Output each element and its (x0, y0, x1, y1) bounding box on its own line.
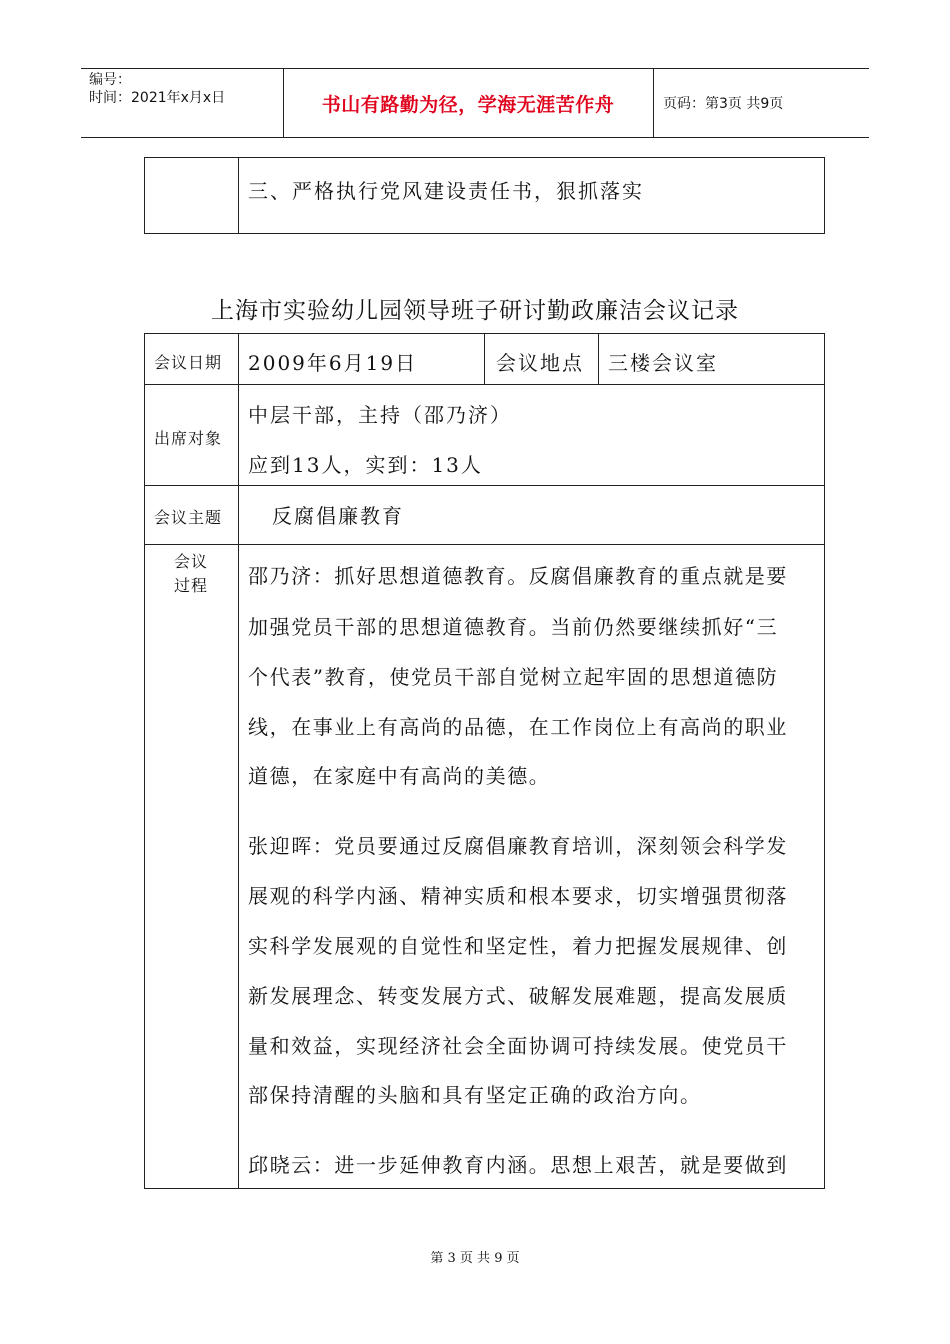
place-value: 三楼会议室 (608, 351, 718, 375)
table-rule (144, 485, 825, 486)
date-value: 2009年6月19日 (248, 351, 418, 375)
continued-row-text: 三、严格执行党风建设责任书，狠抓落实 (248, 179, 644, 203)
paragraph-line: 邵乃济：抓好思想道德教育。反腐倡廉教育的重点就是要 (248, 564, 788, 588)
table-divider (238, 157, 239, 234)
topic-value: 反腐倡廉教育 (272, 504, 404, 528)
process-label-line-1: 会议 (174, 552, 209, 571)
topic-label: 会议主题 (154, 508, 223, 527)
header-motto: 书山有路勤为径，学海无涯苦作舟 (321, 93, 615, 116)
time-label: 时间：2021年x月x日 (89, 90, 226, 106)
attendees-line-2: 应到13人，实到：13人 (248, 453, 483, 477)
date-place-divider (484, 333, 485, 385)
table-rule (144, 1188, 825, 1189)
date-label: 会议日期 (154, 353, 223, 372)
paragraph-line: 道德，在家庭中有高尚的美德。 (248, 764, 551, 788)
attendees-line-1: 中层干部，主持（邵乃济） (248, 403, 512, 427)
paragraph-line: 量和效益，实现经济社会全面协调可持续发展。使党员干 (248, 1034, 788, 1058)
paragraph-line: 展观的科学内涵、精神实质和根本要求，切实增强贯彻落 (248, 884, 788, 908)
paragraph-line: 个代表”教育，使党员干部自觉树立起牢固的思想道德防 (248, 665, 779, 689)
paragraph-line: 线，在事业上有高尚的品德，在工作岗位上有高尚的职业 (248, 715, 788, 739)
attendees-label: 出席对象 (154, 429, 223, 448)
process-label-line-2: 过程 (174, 576, 209, 595)
paragraph-line: 实科学发展观的自觉性和坚定性，着力把握发展规律、创 (248, 934, 788, 958)
label-column-divider (238, 333, 239, 1189)
paragraph-line: 部保持清醒的头脑和具有坚定正确的政治方向。 (248, 1083, 702, 1107)
page-header (81, 68, 869, 138)
header-meta (89, 71, 279, 107)
place-label-divider (598, 333, 599, 385)
page-footer: 第 3 页 共 9 页 (430, 1251, 520, 1266)
paragraph-line: 新发展理念、转变发展方式、破解发展难题，提高发展质 (248, 984, 788, 1008)
paragraph-line: 张迎晖：党员要通过反腐倡廉教育培训，深刻领会科学发 (248, 834, 788, 858)
number-label: 编号： (89, 72, 131, 88)
table-rule (144, 544, 825, 545)
header-divider (653, 69, 654, 137)
paragraph-line: 邱晓云：进一步延伸教育内涵。思想上艰苦，就是要做到 (248, 1153, 788, 1177)
place-label: 会议地点 (496, 351, 584, 375)
header-page-number: 页码：第3页 共9页 (663, 96, 784, 112)
paragraph-line: 加强党员干部的思想道德教育。当前仍然要继续抓好“三 (248, 615, 779, 639)
document-title: 上海市实验幼儿园领导班子研讨勤政廉洁会议记录 (211, 298, 739, 324)
